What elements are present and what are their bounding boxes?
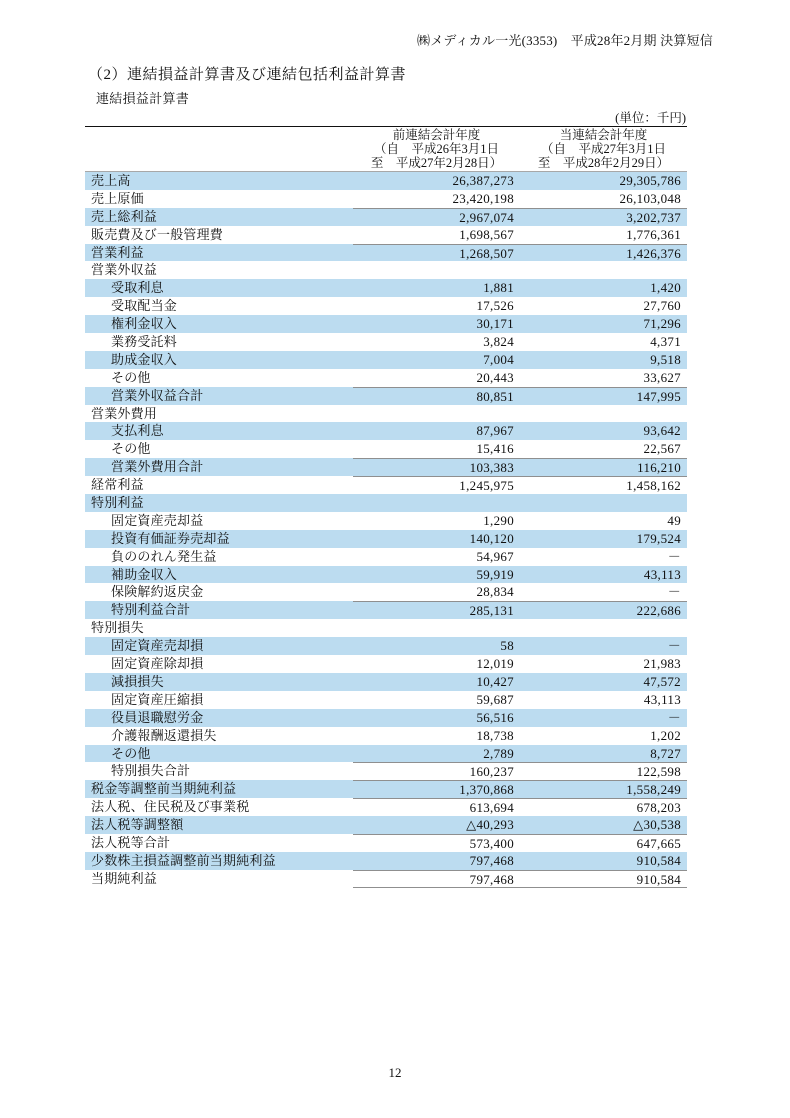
- curr-year-amount: 1,202: [650, 727, 681, 743]
- row-label: 助成金収入: [111, 351, 178, 367]
- row-amounts: [353, 494, 687, 512]
- curr-year-amount: 116,210: [637, 460, 681, 476]
- prev-year-amount: 7,004: [483, 351, 514, 367]
- table-row: [85, 798, 687, 816]
- row-label: 当期純利益: [91, 870, 158, 886]
- table-row: [85, 458, 687, 476]
- row-label: 営業外費用: [91, 405, 158, 421]
- prev-year-amount: 20,443: [476, 369, 514, 385]
- curr-year-amount: 3,202,737: [626, 209, 681, 225]
- table-row: [85, 655, 687, 673]
- prev-year-amount: 12,019: [476, 656, 514, 672]
- curr-year-amount: [520, 405, 687, 423]
- prev-year-amount: 54,967: [476, 548, 514, 564]
- prev-period-to: 至 平成27年2月28日）: [370, 156, 503, 170]
- row-amounts: [353, 691, 687, 709]
- curr-year-amount: 27,760: [643, 298, 681, 314]
- prev-year-amount: 1,881: [483, 280, 514, 296]
- income-statement-table: [85, 111, 687, 888]
- prev-year-amount: 59,919: [476, 566, 514, 582]
- row-label: 固定資産売却益: [111, 512, 204, 528]
- curr-year-amount: 9,518: [650, 351, 681, 367]
- curr-year-amount: [520, 261, 687, 279]
- table-row: [85, 208, 687, 226]
- prev-year-amount: [353, 261, 520, 279]
- prev-year-amount: 2,789: [483, 745, 514, 761]
- prev-year-amount: 56,516: [476, 709, 514, 725]
- row-label: 固定資産売却損: [111, 638, 204, 654]
- prev-year-amount: 23,420,198: [452, 190, 514, 206]
- row-amounts: [353, 619, 687, 637]
- prev-year-amount: 18,738: [476, 727, 514, 743]
- table-row: [85, 494, 687, 512]
- row-label: 法人税等調整額: [91, 817, 184, 833]
- curr-year-amount: 1,776,361: [626, 226, 681, 242]
- table-row: [85, 422, 687, 440]
- table-row: [85, 297, 687, 315]
- row-label: その他: [111, 369, 151, 385]
- prev-year-amount: 59,687: [476, 691, 514, 707]
- curr-year-amount: 647,665: [636, 835, 681, 851]
- unit-note: (単位：千円): [85, 111, 687, 127]
- curr-year-amount: 1,458,162: [626, 478, 681, 494]
- table-row: [85, 834, 687, 852]
- table-row: [85, 476, 687, 494]
- curr-year-amount: 49: [667, 512, 681, 528]
- prev-year-amount: △40,293: [466, 817, 514, 833]
- curr-year-amount: 33,627: [643, 369, 681, 385]
- row-amounts: [353, 297, 687, 315]
- row-label: 補助金収入: [111, 566, 178, 582]
- prev-year-amount: 797,468: [469, 852, 514, 868]
- prev-year-amount: 103,383: [469, 460, 514, 476]
- row-amounts: [353, 261, 687, 279]
- table-row: [85, 566, 687, 584]
- table-row: [85, 583, 687, 601]
- row-amounts: [353, 226, 687, 244]
- row-amounts: [353, 351, 687, 369]
- table-row: [85, 351, 687, 369]
- table-row: [85, 816, 687, 834]
- table-row: [85, 530, 687, 548]
- prev-year-amount: 28,834: [476, 584, 514, 600]
- row-amounts: [353, 512, 687, 530]
- prev-year-amount: [353, 405, 520, 423]
- prev-year-amount: 160,237: [469, 764, 514, 780]
- row-amounts: [353, 745, 687, 763]
- row-label: 業務受託料: [111, 334, 178, 350]
- row-amounts: [353, 440, 687, 458]
- prev-year-amount: 797,468: [469, 871, 514, 887]
- row-label: 固定資産除却損: [111, 656, 204, 672]
- row-label: 権利金収入: [111, 316, 178, 332]
- curr-year-amount: 43,113: [643, 566, 681, 582]
- row-label: 受取配当金: [111, 298, 178, 314]
- row-amounts: [353, 190, 687, 208]
- row-amounts: [353, 816, 687, 834]
- curr-year-amount: 910,584: [636, 852, 681, 868]
- row-amounts: [353, 333, 687, 351]
- table-row: [85, 870, 687, 888]
- prev-year-amount: 58: [500, 638, 514, 654]
- curr-year-amount: －: [667, 709, 681, 725]
- curr-year-amount: －: [667, 584, 681, 600]
- row-amounts: [353, 637, 687, 655]
- row-label: その他: [111, 441, 151, 457]
- row-amounts: [353, 405, 687, 423]
- row-amounts: [353, 566, 687, 584]
- table-row: [85, 673, 687, 691]
- row-label: 法人税、住民税及び事業税: [91, 799, 250, 815]
- prev-year-amount: 573,400: [469, 835, 514, 851]
- row-amounts: [353, 762, 687, 780]
- table-row: [85, 440, 687, 458]
- row-amounts: [353, 655, 687, 673]
- curr-year-amount: 678,203: [636, 800, 681, 816]
- row-label: 介護報酬返還損失: [111, 727, 217, 743]
- row-amounts: [353, 387, 687, 405]
- curr-year-amount: 8,727: [650, 745, 681, 761]
- row-label: 営業外費用合計: [111, 459, 204, 475]
- curr-year-amount: 147,995: [636, 388, 681, 404]
- prev-year-amount: 1,268,507: [459, 245, 514, 261]
- row-label: 負ののれん発生益: [111, 548, 217, 564]
- row-amounts: [353, 709, 687, 727]
- table-row: [85, 548, 687, 566]
- curr-year-amount: △30,538: [633, 817, 681, 833]
- curr-year-amount: 93,642: [643, 423, 681, 439]
- header-label-spacer: [85, 128, 353, 171]
- curr-year-amount: －: [667, 548, 681, 564]
- row-label: 役員退職慰労金: [111, 709, 204, 725]
- row-label: 売上総利益: [91, 208, 158, 224]
- prev-year-amount: 30,171: [476, 316, 514, 332]
- prev-year-amount: [353, 494, 520, 512]
- row-label: 営業利益: [91, 244, 144, 260]
- prev-year-amount: 1,290: [483, 512, 514, 528]
- row-amounts: [353, 530, 687, 548]
- table-row: [85, 279, 687, 297]
- curr-year-amount: 1,558,249: [626, 782, 681, 798]
- curr-year-amount: 910,584: [636, 871, 681, 887]
- table-row: [85, 244, 687, 262]
- curr-year-amount: 1,426,376: [626, 245, 681, 261]
- row-label: 支払利息: [111, 423, 164, 439]
- table-row: [85, 727, 687, 745]
- prev-year-amount: 1,370,868: [459, 782, 514, 798]
- table-row: [85, 512, 687, 530]
- prev-period-column-header: [353, 128, 520, 171]
- curr-period-from: （自 平成27年3月1日: [540, 142, 666, 156]
- page-number: 12: [388, 1065, 402, 1080]
- table-row: [85, 780, 687, 798]
- curr-year-amount: 22,567: [643, 441, 681, 457]
- section-title: （2）連結損益計算書及び連結包括利益計算書: [88, 67, 407, 83]
- row-label: 税金等調整前当期純利益: [91, 781, 237, 797]
- curr-year-amount: 222,686: [636, 603, 681, 619]
- prev-year-amount: 17,526: [476, 298, 514, 314]
- row-label: 経常利益: [91, 477, 144, 493]
- table-row: [85, 387, 687, 405]
- row-amounts: [353, 583, 687, 601]
- table-row: [85, 691, 687, 709]
- row-amounts: [353, 601, 687, 619]
- row-amounts: [353, 834, 687, 852]
- row-label: 売上高: [91, 173, 131, 188]
- row-amounts: [353, 870, 687, 888]
- row-amounts: [353, 315, 687, 333]
- prev-year-amount: 10,427: [476, 673, 514, 689]
- prev-year-amount: 285,131: [469, 603, 514, 619]
- prev-year-amount: 2,967,074: [459, 209, 514, 225]
- prev-year-amount: 1,245,975: [459, 478, 514, 494]
- prev-year-amount: 26,387,273: [452, 173, 514, 188]
- row-label: 売上原価: [91, 190, 144, 206]
- row-label: 法人税等合計: [91, 834, 171, 850]
- table-row: [85, 405, 687, 423]
- curr-year-amount: 1,420: [650, 280, 681, 296]
- curr-year-amount: [520, 494, 687, 512]
- table-row: [85, 333, 687, 351]
- row-label: 固定資産圧縮損: [111, 691, 204, 707]
- prev-year-amount: 87,967: [476, 423, 514, 439]
- row-amounts: [353, 279, 687, 297]
- prev-year-amount: 140,120: [469, 530, 514, 546]
- table-row: [85, 637, 687, 655]
- table-row: [85, 619, 687, 637]
- row-amounts: [353, 548, 687, 566]
- table-row: [85, 261, 687, 279]
- curr-year-amount: 43,113: [643, 691, 681, 707]
- curr-year-amount: 71,296: [643, 316, 681, 332]
- row-label: 特別利益合計: [111, 602, 191, 618]
- row-amounts: [353, 798, 687, 816]
- row-amounts: [353, 780, 687, 798]
- table-row: [85, 172, 687, 190]
- row-amounts: [353, 476, 687, 494]
- row-label: その他: [111, 745, 151, 761]
- row-amounts: [353, 369, 687, 387]
- table-row: [85, 852, 687, 870]
- row-label: 特別利益: [91, 495, 144, 511]
- prev-year-amount: 1,698,567: [459, 226, 514, 242]
- curr-period-to: 至 平成28年2月29日）: [537, 156, 670, 170]
- curr-year-amount: 29,305,786: [619, 173, 681, 188]
- curr-year-amount: 26,103,048: [619, 190, 681, 206]
- row-label: 営業外収益: [91, 262, 158, 278]
- row-label: 投資有価証券売却益: [111, 530, 230, 546]
- row-amounts: [353, 458, 687, 476]
- table-row: [85, 226, 687, 244]
- prev-period-from: （自 平成26年3月1日: [373, 142, 499, 156]
- statement-title: 連結損益計算書: [96, 91, 190, 106]
- table-row: [85, 762, 687, 780]
- prev-year-amount: 80,851: [476, 388, 514, 404]
- curr-year-amount: 122,598: [636, 764, 681, 780]
- row-amounts: [353, 208, 687, 226]
- row-label: 減損損失: [111, 673, 164, 689]
- row-label: 少数株主損益調整前当期純利益: [91, 852, 276, 868]
- prev-year-amount: 613,694: [469, 800, 514, 816]
- table-header: [85, 127, 687, 172]
- prev-period-name: 前連結会計年度: [392, 128, 481, 142]
- doc-header: ㈱メディカル一光(3353) 平成28年2月期 決算短信: [417, 33, 713, 48]
- row-amounts: [353, 172, 687, 190]
- row-label: 特別損失: [91, 620, 144, 636]
- table-row: [85, 369, 687, 387]
- table-row: [85, 601, 687, 619]
- curr-year-amount: 179,524: [636, 530, 681, 546]
- curr-period-column-header: [520, 128, 687, 171]
- curr-year-amount: 21,983: [643, 656, 681, 672]
- row-label: 保険解約返戻金: [111, 584, 204, 600]
- row-amounts: [353, 673, 687, 691]
- table-row: [85, 745, 687, 763]
- prev-year-amount: 15,416: [476, 441, 514, 457]
- prev-year-amount: 3,824: [483, 334, 514, 350]
- prev-year-amount: [353, 619, 520, 637]
- row-amounts: [353, 727, 687, 745]
- table-row: [85, 315, 687, 333]
- row-label: 特別損失合計: [111, 763, 191, 779]
- curr-year-amount: 47,572: [643, 673, 681, 689]
- table-row: [85, 709, 687, 727]
- row-amounts: [353, 852, 687, 870]
- row-amounts: [353, 244, 687, 262]
- row-label: 受取利息: [111, 280, 164, 296]
- curr-year-amount: [520, 619, 687, 637]
- income-table-body: [85, 172, 687, 888]
- curr-year-amount: 4,371: [650, 334, 681, 350]
- row-label: 営業外収益合計: [111, 387, 204, 403]
- curr-period-name: 当連結会計年度: [559, 128, 648, 142]
- table-row: [85, 190, 687, 208]
- row-amounts: [353, 422, 687, 440]
- row-label: 販売費及び一般管理費: [91, 226, 224, 242]
- curr-year-amount: －: [667, 638, 681, 654]
